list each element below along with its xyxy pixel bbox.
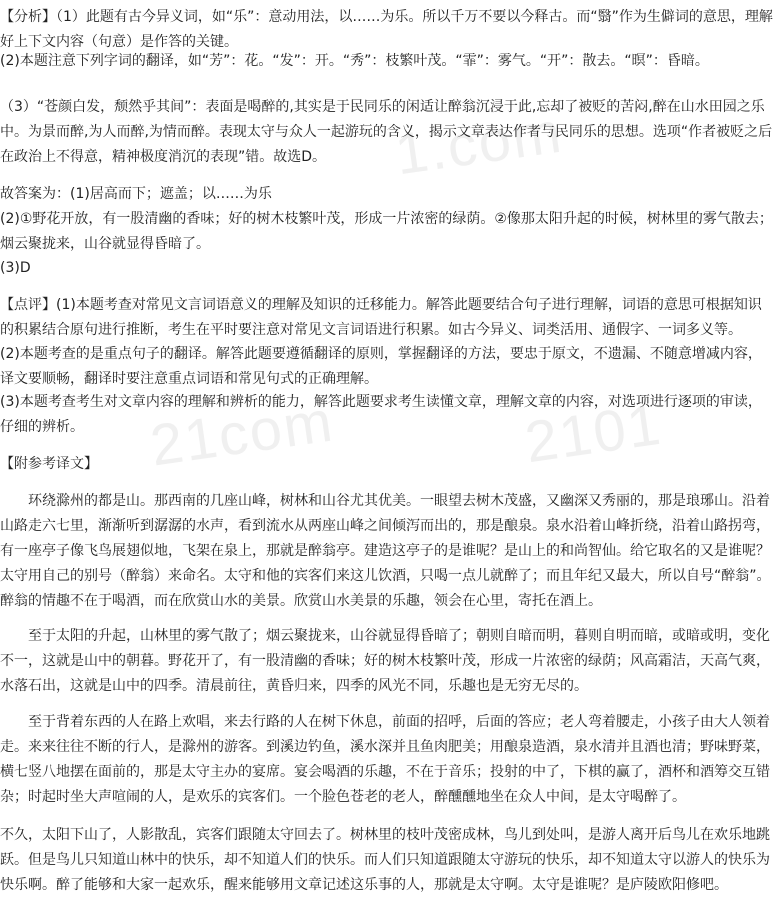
answer-line-2: (2)①野花开放，有一股清幽的香味；好的树木枝繁叶茂，形成一片浓密的绿荫。②像那太阳升起的时候，树林里的雾气散去；烟云聚拢来，山谷就显得昏暗了。 <box>0 211 773 252</box>
translation-paragraph-4: 不久，太阳下山了，人影散乱，宾客们跟随太守回去了。树林里的枝叶茂密成林，鸟儿到处叫，是游人离开后鸟儿在欢乐地跳跃。但是鸟儿只知道山林中的快乐，却不知道人们的快乐。而人们只知道跟随太守游玩的快乐，却不知道太守以游人的快乐为快乐啊。醉了能够和大家一起欢乐，醒来能够用文章记述这乐事的人，那就是太守啊。太守是谁呢？是庐陵欧阳修吧。 <box>0 827 770 893</box>
watermark: 2101 <box>521 391 666 476</box>
translation-heading: 【附参考译文】 <box>0 456 98 472</box>
translation-paragraph-2: 至于太阳的升起，山林里的雾气散了；烟云聚拢来，山谷就显得昏暗了；朝则自暗而明，暮则自明而暗，或暗或明，变化不一，这就是山中的朝暮。野花开了，有一股清幽的香味；好的树木枝繁叶茂，形成一片浓密的绿荫；风高霜洁，天高气爽，水落石出，这就是山中的四季。清晨前往，黄昏归来，四季的风光不同，乐趣也是无穷无尽的。 <box>0 628 770 694</box>
answer-line-3: (3)D <box>0 260 31 276</box>
analysis-part-3: （3）“苍颜白发，颓然乎其间”：表面是喝醉的,其实是于民同乐的闲适让醉翁沉浸于此,忘却了被贬的苦闷,醉在山水田园之乐中。为景而醉,为人而醉,为情而醉。表现太守与众人一起游玩的含义，揭示文章表达作者与民同乐的思想。选项“作者被贬之后在政治上不得意，精神极度消沉的表现”错。故选D。 <box>0 99 773 165</box>
comment-part-3: (3)本题考查考生对文章内容的理解和辨析的能力，解答此题要求考生读懂文章，理解文章的内容，对选项进行逐项的审读，仔细的辨析。 <box>0 394 762 435</box>
translation-paragraph-3: 至于背着东西的人在路上欢唱，来去行路的人在树下休息，前面的招呼，后面的答应；老人弯着腰走，小孩子由大人领着走。来来往往不断的行人，是滁州的游客。到溪边钓鱼，溪水深并且鱼肉肥美；用酿泉造酒，泉水清并且酒也清；野味野菜，横七竖八地摆在面前的，那是太守主办的宴席。宴会喝酒的乐趣，不在于音乐；投射的中了，下棋的赢了，酒杯和酒筹交互错杂；时起时坐大声喧闹的人，是欢乐的宾客们。一个脸色苍老的老人，醉醺醺地坐在众人中间，是太守喝醉了。 <box>0 714 770 805</box>
answer-line-1: 故答案为：(1)居高而下；遮盖；以……为乐 <box>0 186 272 202</box>
watermark: 1.com <box>391 99 567 188</box>
comment-part-1: 【点评】(1)本题考查对常见文言词语意义的理解及知识的迁移能力。解答此题要结合句子进行理解，词语的意思可根据知识的积累结合原句进行推断，考生在平时要注意对常见文言词语进行积累。如古今异义、词类活用、通假字、一词多义等。 <box>0 297 762 338</box>
comment-part-2: (2)本题考查的是重点句子的翻译。解答此题要遵循翻译的原则，掌握翻译的方法，要忠于原文，不遗漏、不随意增减内容，译文要顺畅，翻译时要注意重点词语和常见句式的正确理解。 <box>0 346 762 387</box>
analysis-part-2: (2)本题注意下列字词的翻译，如“芳”：花。“发”：开。“秀”：枝繁叶茂。“霏”：雾气。“开”：散去。“暝”：昏暗。 <box>0 53 709 69</box>
watermark: 21com <box>146 388 338 479</box>
analysis-part-1: 【分析】（1）此题有古今异义词，如“乐”：意动用法，以……为乐。所以千万不要以今释古。而“翳”作为生僻词的意思，理解好上下文内容（句意）是作答的关键。 <box>0 9 773 50</box>
translation-paragraph-1: 环绕滁州的都是山。那西南的几座山峰，树林和山谷尤其优美。一眼望去树木茂盛，又幽深又秀丽的，那是琅琊山。沿着山路走六七里，渐渐听到潺潺的水声，看到流水从两座山峰之间倾泻而出的，那是酿泉。泉水沿着山峰折绕，沿着山路拐弯，有一座亭子像飞鸟展翅似地，飞架在泉上，那就是醉翁亭。建造这亭子的是谁呢？是山上的和尚智仙。给它取名的又是谁呢？太守用自己的别号（醉翁）来命名。太守和他的宾客们来这儿饮酒，只喝一点儿就醉了；而且年纪又最大，所以自号“醉翁”。醉翁的情趣不在于喝酒，而在欣赏山水的美景。欣赏山水美景的乐趣，领会在心里，寄托在酒上。 <box>0 493 771 609</box>
